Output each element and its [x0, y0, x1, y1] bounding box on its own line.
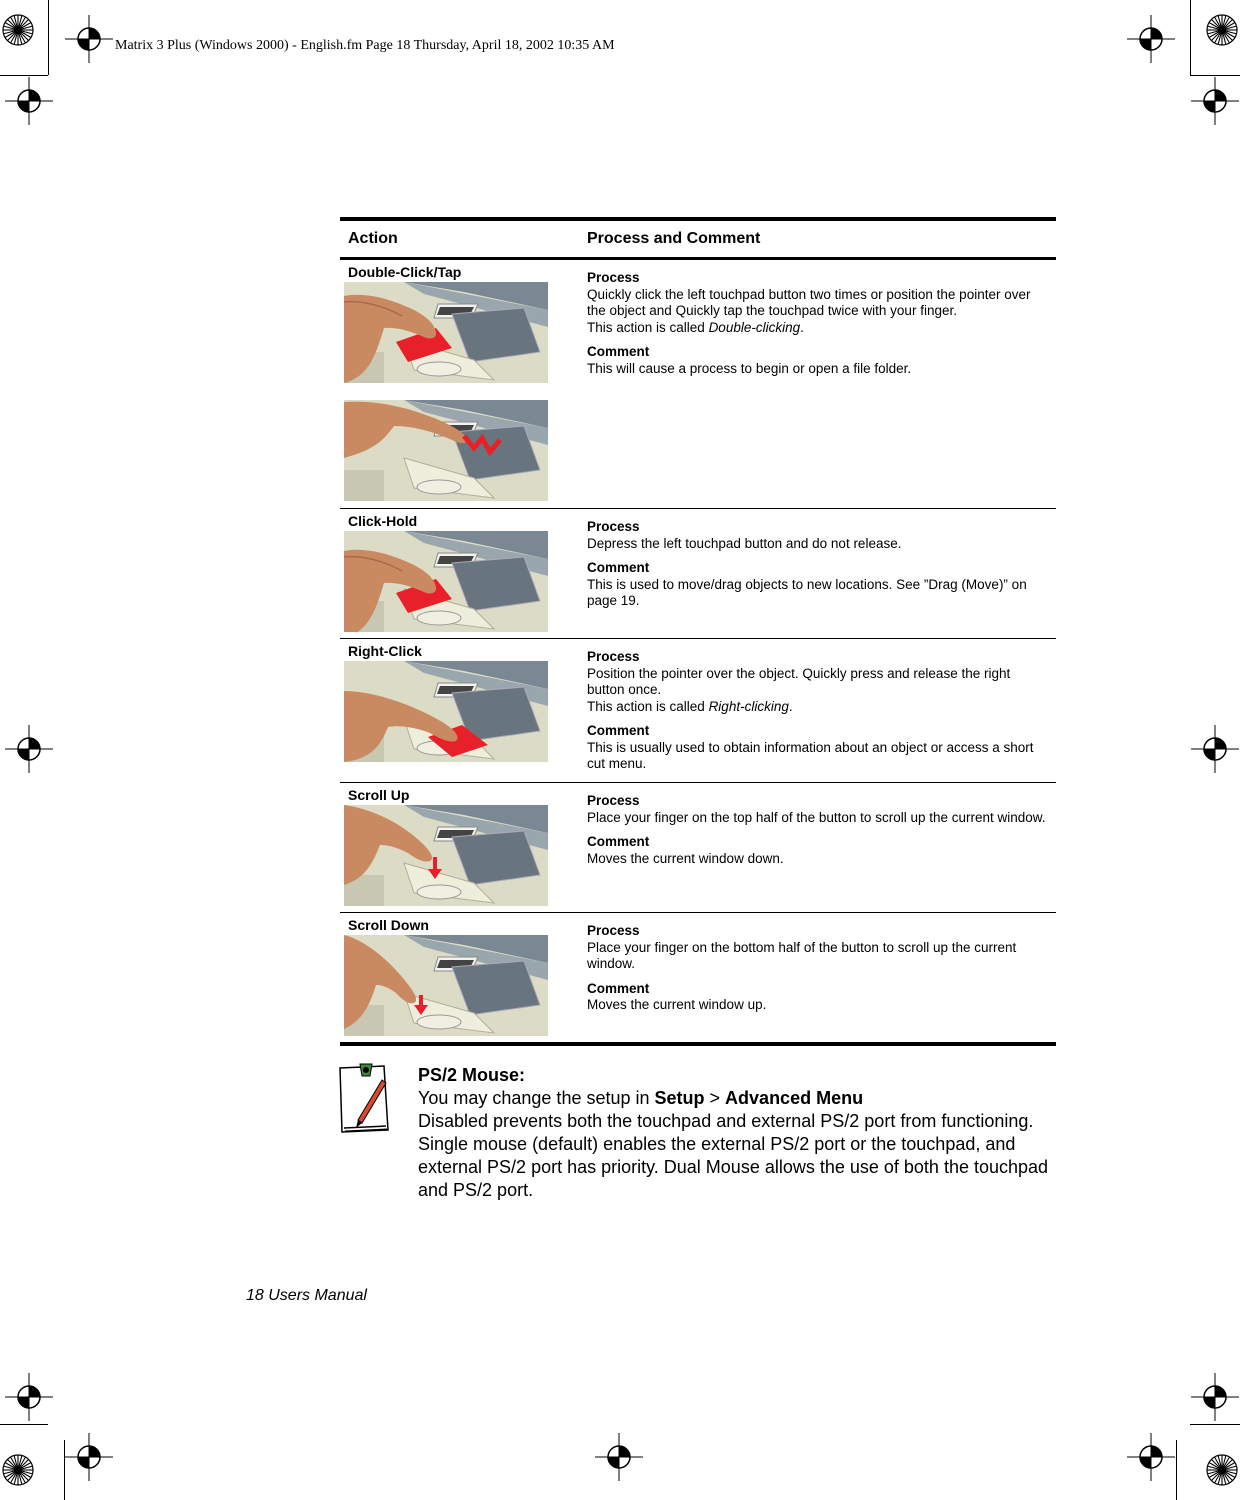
note-body: Disabled prevents both the touchpad and external PS/2 port from functioning. Single mouse (default) enables the external PS/2 port or the touchpad, and external PS/2 port has priority. Dual Mouse allows the use of both the touchpad and PS/2 port. [418, 1111, 1049, 1200]
process-text: Depress the left touchpad button and do not release. [587, 535, 902, 551]
registration-mark-icon [1190, 724, 1240, 774]
process-label: Process [587, 519, 640, 534]
comment-text: Moves the current window up. [587, 997, 767, 1012]
table-header-row [340, 221, 1056, 257]
ps2-mouse-note [418, 1064, 1078, 1202]
header-action: Action [348, 230, 398, 247]
comment-label: Comment [587, 560, 650, 575]
note-advanced-menu: Advanced Menu [725, 1088, 864, 1108]
registration-mark-icon [64, 1432, 114, 1482]
registration-mark-icon [1126, 1432, 1176, 1482]
note-setup-menu: Setup [654, 1088, 705, 1108]
comment-text: This will cause a process to begin or open a file folder. [587, 360, 912, 376]
registration-mark-icon [1190, 1372, 1240, 1422]
scroll-up-photo [344, 805, 548, 906]
action-name: Scroll Down [348, 917, 429, 933]
crop-line [0, 1424, 48, 1425]
process-label: Process [587, 923, 640, 938]
registration-mark-icon [4, 724, 54, 774]
comment-text: This is used to move/drag objects to new locations. See ”Drag (Move)” on page 19. [587, 576, 1027, 608]
process-label: Process [587, 793, 640, 808]
process-label: Process [587, 270, 640, 285]
process-extra-suffix: . [788, 698, 793, 714]
touchpad-actions-table [340, 217, 1056, 1046]
registration-mark-icon [594, 1432, 644, 1482]
comment-label: Comment [587, 723, 650, 738]
sunburst-target-icon [1204, 1452, 1240, 1488]
comment-label: Comment [587, 834, 650, 849]
table-row [340, 509, 1056, 639]
process-extra-suffix: . [800, 319, 804, 335]
note-setup-separator: > [704, 1088, 726, 1108]
print-info-header: Matrix 3 Plus (Windows 2000) - English.fm Page 18 Thursday, April 18, 2002 10:35 AM [115, 38, 615, 53]
sunburst-target-icon [0, 1452, 36, 1488]
process-extra-prefix: This action is called [587, 319, 709, 335]
crop-line [1176, 1440, 1177, 1500]
row-description [587, 793, 1049, 875]
action-name: Click-Hold [348, 513, 418, 529]
process-text: Position the pointer over the object. Quickly press and release the right button once. [587, 665, 1011, 697]
table-row [340, 783, 1056, 913]
note-title: PS/2 Mouse: [418, 1065, 526, 1085]
process-label: Process [587, 649, 640, 664]
row-description [587, 649, 1049, 781]
crop-line [1190, 0, 1191, 75]
header-process-comment: Process and Comment [587, 230, 761, 247]
action-name: Double-Click/Tap [348, 264, 462, 280]
action-name: Right-Click [348, 643, 422, 659]
scroll-down-photo [344, 935, 548, 1036]
registration-mark-icon [4, 1372, 54, 1422]
process-text: Place your finger on the bottom half of the button to scroll up the current window. [587, 939, 1017, 971]
registration-mark-icon [64, 14, 114, 64]
process-text: Place your finger on the top half of the button to scroll up the current window. [587, 809, 1046, 825]
sunburst-target-icon [1204, 12, 1240, 48]
table-row [340, 260, 1056, 509]
note-setup-prefix: You may change the setup in [418, 1088, 655, 1108]
sunburst-target-icon [0, 12, 36, 48]
process-extra-term: Right-clicking [708, 698, 789, 714]
crop-line [48, 0, 49, 75]
process-extra-term: Double-clicking [708, 319, 801, 335]
note-pencil-icon [338, 1062, 390, 1134]
comment-text: Moves the current window down. [587, 850, 784, 866]
row-description [587, 270, 1049, 385]
double-tap-photo [344, 400, 548, 501]
registration-mark-icon [1190, 76, 1240, 126]
table-bottom-rule [340, 1042, 1056, 1046]
row-description [587, 519, 1049, 618]
row-description [587, 923, 1049, 1022]
comment-label: Comment [587, 980, 650, 996]
registration-mark-icon [4, 76, 54, 126]
registration-mark-icon [1126, 14, 1176, 64]
double-click-photo [344, 282, 548, 383]
click-hold-photo [344, 531, 548, 632]
page-footer: 18 Users Manual [246, 1287, 367, 1304]
process-text: Quickly click the left touchpad button two times or position the pointer over the object and Quickly tap the touchpad twice with your finger. [587, 286, 1031, 318]
process-extra-prefix: This action is called [587, 698, 709, 714]
crop-line [1190, 1424, 1240, 1425]
note-setup-line [418, 1087, 1078, 1110]
table-row [340, 639, 1056, 783]
table-row [340, 913, 1056, 1042]
action-name: Scroll Up [348, 787, 410, 803]
comment-label: Comment [587, 344, 650, 359]
right-click-photo [344, 661, 548, 762]
process-extra [587, 699, 1049, 716]
comment-text: This is usually used to obtain information about an object or access a short cut menu. [587, 739, 1034, 771]
process-extra [587, 320, 1049, 337]
